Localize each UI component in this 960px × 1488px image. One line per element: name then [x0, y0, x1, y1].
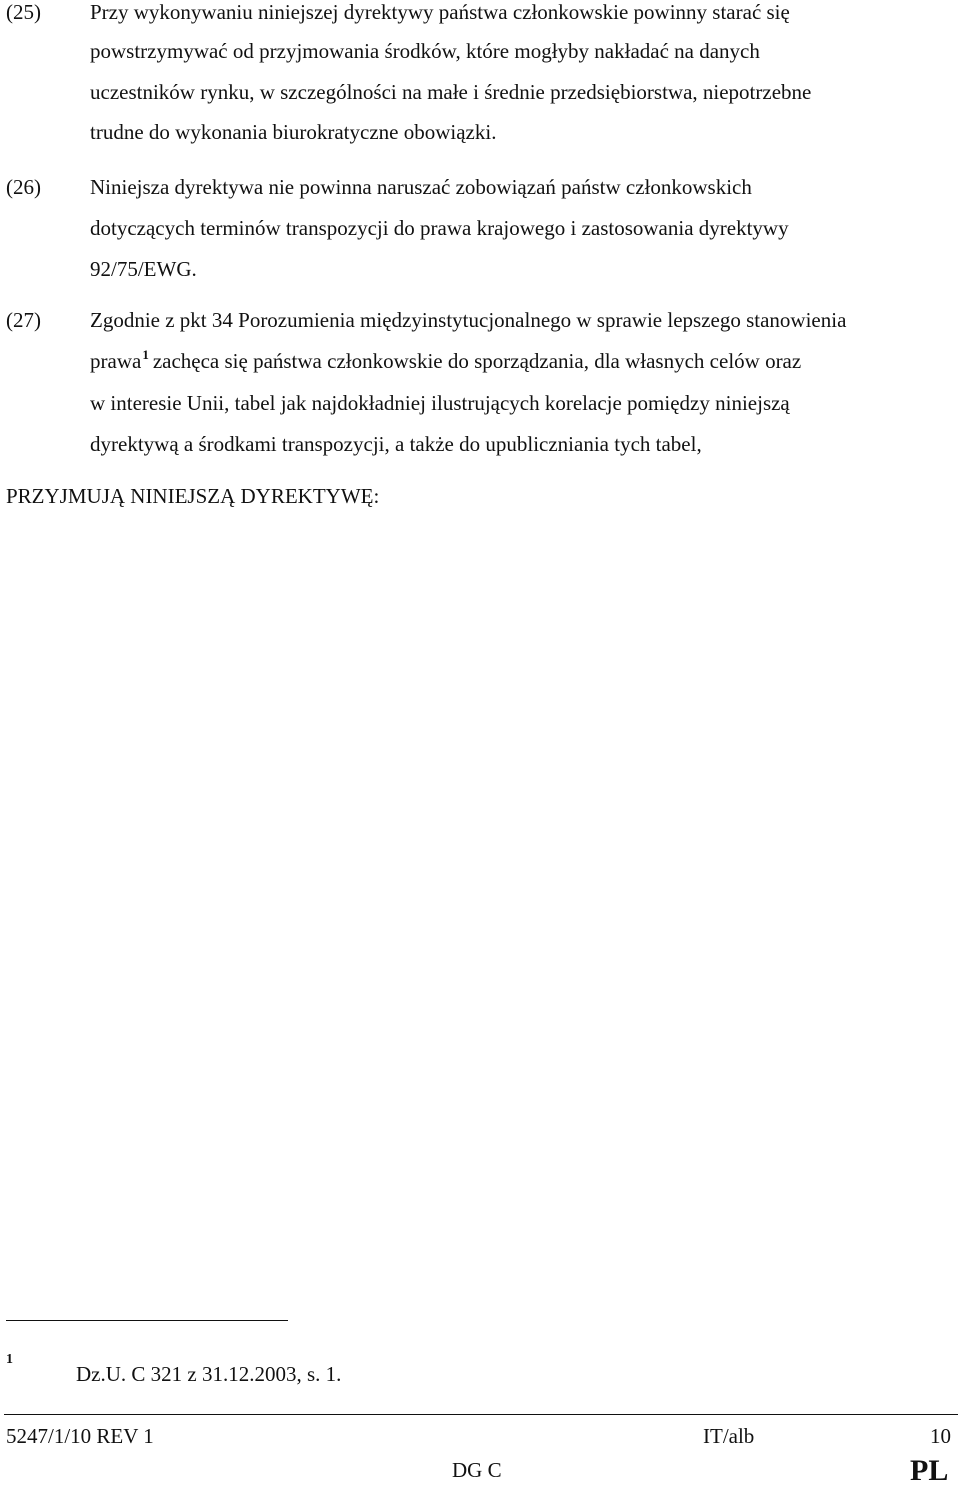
- language-code: PL: [910, 1454, 949, 1487]
- recital-line: dotyczących terminów transpozycji do prawa krajowego i zastosowania dyrektywy: [90, 216, 789, 240]
- recital-line: w interesie Unii, tabel jak najdokładniej ilustrujących korelacje pomiędzy niniejszą: [90, 391, 790, 415]
- unit-code: IT/alb: [703, 1424, 755, 1448]
- recital-number: (27): [6, 308, 41, 332]
- recital-line: trudne do wykonania biurokratyczne obowiązki.: [90, 120, 497, 144]
- footnote-separator: [6, 1320, 288, 1321]
- recital-line-end: zachęca się państwa członkowskie do sporządzania, dla własnych celów oraz: [152, 349, 802, 373]
- directorate-general: DG C: [452, 1458, 502, 1482]
- recital-number: (25): [6, 0, 41, 24]
- closing-formula: PRZYJMUJĄ NINIEJSZĄ DYREKTYWĘ:: [6, 484, 380, 508]
- recital-line: Niniejsza dyrektywa nie powinna naruszać zobowiązań państw członkowskich: [90, 175, 752, 199]
- footnote-text: Dz.U. C 321 z 31.12.2003, s. 1.: [76, 1362, 342, 1386]
- recital-line-start: prawa: [90, 349, 142, 373]
- recital-line: uczestników rynku, w szczególności na małe i średnie przedsiębiorstwa, niepotrzebne: [90, 80, 812, 104]
- recital-line: dyrektywą a środkami transpozycji, a także do upubliczniania tych tabel,: [90, 432, 702, 456]
- page-number: 10: [930, 1424, 951, 1448]
- recital-line: 92/75/EWG.: [90, 257, 197, 281]
- recital-line: Zgodnie z pkt 34 Porozumienia międzyinstytucjonalnego w sprawie lepszego stanowienia: [90, 308, 847, 332]
- footnote-reference[interactable]: 1: [142, 347, 149, 362]
- recital-line-with-footnote: [90, 349, 801, 374]
- recital-number: (26): [6, 175, 41, 199]
- footnote-mark: 1: [6, 1352, 13, 1367]
- recital-line: Przy wykonywaniu niniejszej dyrektywy państwa członkowskie powinny starać się: [90, 0, 790, 24]
- footer-separator: [4, 1414, 958, 1415]
- recital-line: powstrzymywać od przyjmowania środków, które mogłyby nakładać na danych: [90, 39, 760, 63]
- document-reference: 5247/1/10 REV 1: [6, 1424, 154, 1448]
